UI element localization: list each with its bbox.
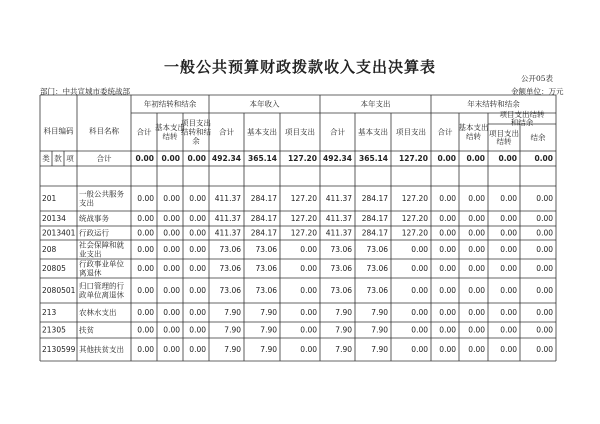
row-value: 0.00	[439, 325, 456, 335]
row-value: 284.17	[361, 228, 388, 238]
header-basic-carry: 基本支出	[155, 123, 185, 132]
row-value: 492.34	[323, 154, 352, 163]
row-value: 0.00	[536, 214, 553, 223]
row-value: 0.00	[498, 154, 517, 163]
row-code: 21305	[42, 325, 66, 335]
row-value: 0.00	[536, 286, 553, 295]
row-name-total: 合计	[96, 154, 112, 163]
row-value: 0.00	[536, 345, 553, 354]
row-value: 0.00	[500, 345, 517, 354]
row-value: 0.00	[163, 245, 180, 254]
row-value: 0.00	[500, 308, 517, 317]
row-value: 0.00	[189, 308, 206, 317]
header-expense: 本年支出	[360, 99, 391, 109]
row-value: 73.06	[219, 245, 241, 254]
row-value: 0.00	[468, 325, 485, 335]
header-project-group: 和结余	[510, 118, 534, 127]
row-value: 0.00	[411, 345, 428, 354]
row-code: 2013401	[42, 228, 76, 238]
row-value: 0.00	[536, 325, 553, 335]
row-value: 0.00	[189, 286, 206, 295]
row-value: 0.00	[439, 308, 456, 317]
row-name: 业支出	[79, 249, 102, 259]
row-value: 0.00	[500, 245, 517, 254]
row-value: 365.14	[359, 154, 388, 163]
header-basic-exp: 基本支出	[358, 127, 388, 137]
row-value: 0.00	[536, 264, 553, 273]
header-basic-carry: 结转	[162, 132, 178, 141]
row-value: 284.17	[361, 194, 388, 203]
header-project-carry: 项目支出	[181, 118, 211, 128]
row-value: 127.20	[399, 154, 428, 163]
row-value: 0.00	[439, 214, 456, 223]
header-project-carry: 余	[192, 136, 200, 146]
row-value: 7.90	[371, 308, 388, 317]
row-value: 0.00	[189, 245, 206, 254]
row-value: 0.00	[137, 194, 154, 203]
row-value: 0.00	[468, 214, 485, 223]
row-value: 0.00	[534, 154, 553, 163]
header-project-sub2: 结余	[530, 133, 546, 142]
row-value: 0.00	[137, 228, 154, 238]
row-value: 127.20	[290, 194, 317, 203]
row-value: 7.90	[260, 308, 277, 317]
row-value: 0.00	[411, 264, 428, 273]
row-value: 0.00	[466, 154, 485, 163]
row-value: 0.00	[468, 345, 485, 354]
header-basic-exp: 基本支出	[247, 127, 277, 137]
row-value: 0.00	[300, 245, 317, 254]
header-project-sub: 项目支出	[489, 129, 519, 138]
row-value: 73.06	[366, 264, 388, 273]
row-value: 0.00	[137, 286, 154, 295]
row-name: 行政运行	[79, 228, 109, 238]
row-value: 0.00	[163, 264, 180, 273]
row-value: 0.00	[300, 325, 317, 335]
row-value: 73.06	[366, 286, 388, 295]
row-value: 73.06	[255, 286, 277, 295]
row-name: 归口管理的行	[79, 281, 124, 291]
row-value: 284.17	[250, 228, 277, 238]
row-value: 0.00	[468, 308, 485, 317]
row-value: 0.00	[500, 264, 517, 273]
header-project-group: 项目支出结转	[499, 110, 545, 119]
header-project-carry: 结转和结	[181, 127, 211, 137]
header-xiang: 项	[66, 154, 74, 163]
row-value: 0.00	[500, 325, 517, 335]
row-value: 0.00	[500, 214, 517, 223]
header-total: 合计	[136, 127, 152, 137]
row-value: 0.00	[411, 308, 428, 317]
header-income: 本年收入	[249, 99, 280, 109]
row-value: 73.06	[330, 286, 352, 295]
row-value: 0.00	[189, 228, 206, 238]
row-value: 73.06	[255, 264, 277, 273]
row-code: 20805	[42, 264, 66, 273]
row-value: 0.00	[161, 154, 180, 163]
row-value: 0.00	[411, 245, 428, 254]
row-value: 73.06	[330, 264, 352, 273]
row-name: 农林水支出	[79, 308, 117, 317]
row-value: 0.00	[437, 154, 456, 163]
row-code: 201	[42, 194, 57, 203]
row-name: 离退休	[79, 268, 102, 278]
row-value: 7.90	[224, 308, 241, 317]
row-value: 0.00	[439, 194, 456, 203]
row-value: 7.90	[335, 345, 352, 354]
header-basic-carry: 结转	[466, 132, 481, 141]
row-value: 7.90	[260, 345, 277, 354]
row-value: 0.00	[189, 214, 206, 223]
row-value: 0.00	[300, 286, 317, 295]
header-kuan: 款	[54, 154, 62, 163]
row-value: 0.00	[411, 325, 428, 335]
row-value: 0.00	[439, 228, 456, 238]
row-value: 0.00	[300, 308, 317, 317]
row-name: 支出	[79, 198, 94, 208]
form-code: 公开05表	[521, 74, 554, 83]
row-value: 411.37	[325, 214, 352, 223]
row-value: 0.00	[137, 245, 154, 254]
row-value: 7.90	[335, 308, 352, 317]
row-value: 127.20	[290, 214, 317, 223]
header-beginning: 年初结转和结余	[143, 99, 197, 109]
unit-label: 金额单位：万元	[511, 87, 564, 96]
row-value: 0.00	[189, 264, 206, 273]
row-name: 扶贫	[79, 325, 94, 335]
row-value: 0.00	[163, 214, 180, 223]
row-value: 411.37	[214, 228, 241, 238]
row-value: 0.00	[137, 264, 154, 273]
row-value: 0.00	[468, 245, 485, 254]
header-total: 合计	[330, 127, 345, 137]
row-value: 7.90	[335, 325, 352, 335]
header-project-exp: 项目支出	[396, 127, 426, 137]
row-value: 0.00	[468, 194, 485, 203]
row-code: 213	[42, 308, 57, 317]
row-name: 社会保障和就	[79, 240, 124, 250]
row-value: 0.00	[137, 345, 154, 354]
row-value: 0.00	[439, 264, 456, 273]
row-value: 0.00	[163, 325, 180, 335]
row-value: 73.06	[330, 245, 352, 254]
row-value: 0.00	[137, 214, 154, 223]
header-total: 合计	[219, 127, 234, 137]
row-value: 0.00	[163, 308, 180, 317]
row-value: 7.90	[371, 325, 388, 335]
row-value: 0.00	[468, 228, 485, 238]
row-value: 0.00	[439, 345, 456, 354]
row-value: 0.00	[536, 228, 553, 238]
row-value: 7.90	[371, 345, 388, 354]
row-value: 0.00	[468, 286, 485, 295]
row-value: 0.00	[536, 308, 553, 317]
row-value: 0.00	[137, 325, 154, 335]
row-code: 208	[42, 245, 57, 254]
row-value: 127.20	[401, 214, 428, 223]
row-value: 7.90	[224, 345, 241, 354]
row-value: 73.06	[366, 245, 388, 254]
header-basic-carry: 基本支出	[458, 123, 489, 132]
row-value: 0.00	[187, 154, 206, 163]
row-value: 127.20	[290, 228, 317, 238]
row-value: 73.06	[219, 264, 241, 273]
row-value: 0.00	[163, 194, 180, 203]
row-code: 2080501	[42, 286, 76, 295]
row-name: 政单位离退休	[79, 290, 124, 300]
row-value: 0.00	[500, 194, 517, 203]
row-value: 284.17	[361, 214, 388, 223]
row-value: 492.34	[212, 154, 241, 163]
row-value: 0.00	[163, 345, 180, 354]
row-value: 127.20	[401, 228, 428, 238]
row-value: 7.90	[260, 325, 277, 335]
page-title: 一般公共预算财政拨款收入支出决算表	[163, 58, 436, 76]
row-value: 0.00	[500, 286, 517, 295]
row-value: 411.37	[214, 214, 241, 223]
header-ending: 年末结转和结余	[467, 99, 520, 109]
header-project-exp: 项目支出	[285, 127, 315, 137]
row-value: 0.00	[189, 194, 206, 203]
row-value: 0.00	[300, 264, 317, 273]
row-value: 0.00	[439, 245, 456, 254]
row-name: 其他扶贫支出	[79, 345, 124, 354]
row-value: 0.00	[536, 194, 553, 203]
header-subject-name: 科目名称	[89, 126, 119, 136]
header-project-sub: 结转	[496, 137, 512, 146]
department-label: 部门：中共宣城市委统战部	[40, 87, 130, 96]
row-code: 20134	[42, 214, 66, 223]
row-value: 365.14	[248, 154, 277, 163]
row-value: 0.00	[189, 345, 206, 354]
row-value: 7.90	[224, 325, 241, 335]
row-value: 127.20	[401, 194, 428, 203]
row-name: 一般公共服务	[79, 189, 124, 199]
row-value: 0.00	[500, 228, 517, 238]
row-value: 0.00	[468, 264, 485, 273]
header-lei: 类	[42, 154, 50, 163]
row-value: 411.37	[214, 194, 241, 203]
row-name: 行政事业单位	[79, 259, 124, 269]
row-value: 73.06	[255, 245, 277, 254]
row-value: 0.00	[135, 154, 154, 163]
row-code: 2130599	[42, 345, 76, 354]
row-value: 284.17	[250, 194, 277, 203]
row-value: 73.06	[219, 286, 241, 295]
row-value: 411.37	[325, 194, 352, 203]
row-value: 0.00	[439, 286, 456, 295]
header-subject-code: 科目编码	[43, 126, 74, 136]
row-value: 0.00	[163, 228, 180, 238]
row-value: 0.00	[137, 308, 154, 317]
row-value: 0.00	[411, 286, 428, 295]
row-value: 0.00	[189, 325, 206, 335]
row-value: 0.00	[163, 286, 180, 295]
row-name: 统战事务	[79, 214, 109, 223]
header-total: 合计	[437, 127, 453, 137]
row-value: 0.00	[300, 345, 317, 354]
row-value: 411.37	[325, 228, 352, 238]
row-value: 284.17	[250, 214, 277, 223]
row-value: 0.00	[536, 245, 553, 254]
row-value: 127.20	[288, 154, 317, 163]
